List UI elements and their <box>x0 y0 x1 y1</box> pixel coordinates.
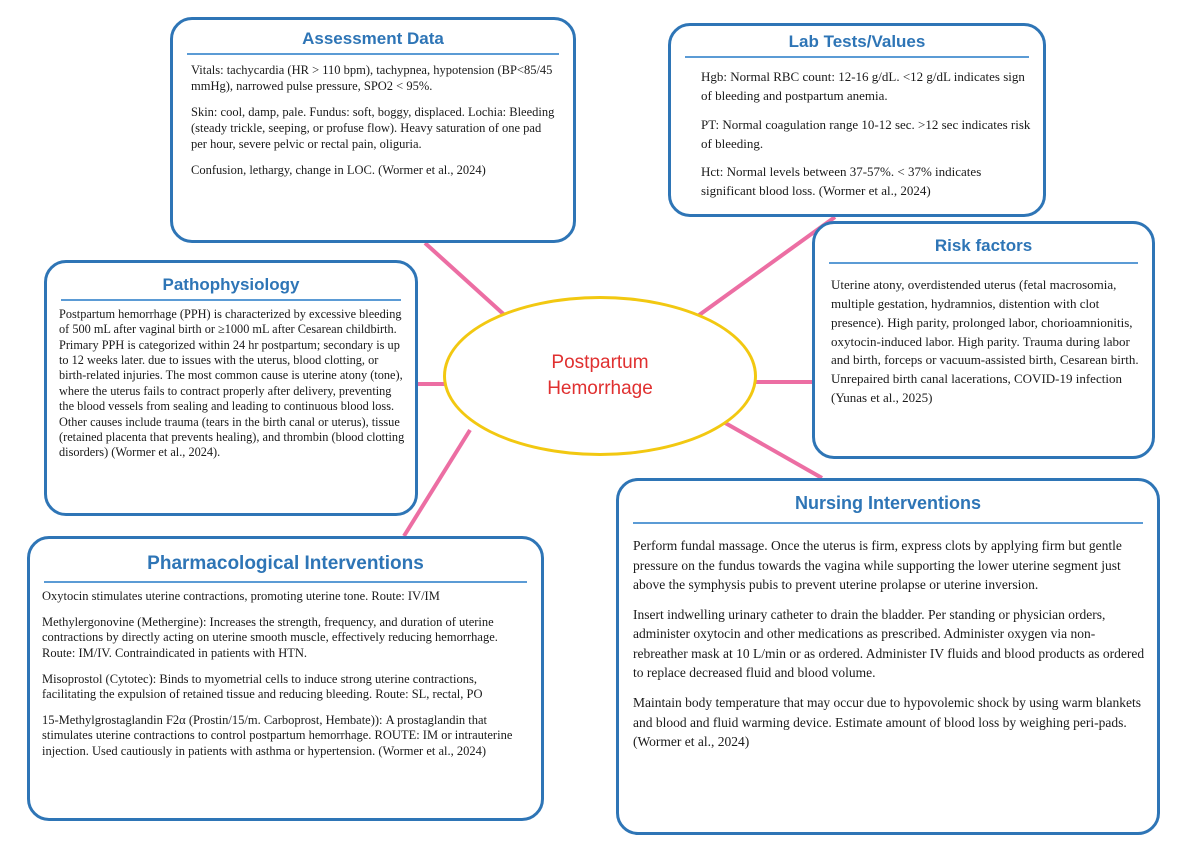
pharm-paragraph: Oxytocin stimulates uterine contractions, promoting uterine tone. Route: IV/IM <box>42 589 440 603</box>
patho-body <box>47 301 415 461</box>
risk-paragraph: Uterine atony, overdistended uterus (fetal macrosomia, multiple gestation, hydramnios, distention with clot presence). High parity, prolonged labor, chorioamnionitis, oxytocin-induced labor. High parity. Trauma during labor and birth, forceps or vacuum-assisted birth, Cesarean birth. Unrepaired birth canal lacerations, COVID-19 infection (Yunas et al., 2025) <box>831 277 1139 406</box>
labs-paragraph: Hct: Normal levels between 37-57%. < 37% indicates significant blood loss. (Wormer et al., 2024) <box>701 164 982 199</box>
assessment-paragraph: Skin: cool, damp, pale. Fundus: soft, boggy, displaced. Lochia: Bleeding (steady trickle, seeping, or profuse flow). Heavy saturation of one pad per hour, severe pelvic or rectal pain, oliguria. <box>191 105 555 151</box>
connector-assessment <box>425 243 510 320</box>
risk-body <box>815 264 1152 408</box>
labs-paragraph: PT: Normal coagulation range 10-12 sec. >12 sec indicates risk of bleeding. <box>701 116 1031 151</box>
labs-paragraph: Hgb: Normal RBC count: 12-16 g/dL. <12 g/dL indicates sign of bleeding and postpartum anemia. <box>701 69 1025 103</box>
central-topic-title: Postpartum Hemorrhage <box>547 352 653 399</box>
assessment-paragraph: Vitals: tachycardia (HR > 110 bpm), tachypnea, hypotension (BP<85/45 mmHg), narrowed pulse pressure, SPO2 < 95%. <box>191 63 553 93</box>
nursing-paragraph: Perform fundal massage. Once the uterus is firm, express clots by applying firm but gentle pressure on the fundus towards the vagina while supporting the lower uterine segment just above the symphysis pubis to prevent uterine prolapse or uterine inversion. <box>633 538 1122 593</box>
pharm-body <box>30 583 541 760</box>
labs-title: Lab Tests/Values <box>685 26 1029 58</box>
nursing-interventions-box <box>616 478 1160 835</box>
nursing-paragraph: Insert indwelling urinary catheter to drain the bladder. Per standing or physician orders, administer oxytocin and other medications as prescribed. Administer oxygen via non-rebreather mask at 10 L/min or as ordered. Administer IV fluids and blood products as ordered to replace decreased fluid and blood volume. <box>633 606 1145 681</box>
nursing-body <box>619 524 1157 752</box>
risk-title: Risk factors <box>829 224 1138 264</box>
pharmacological-interventions-box <box>27 536 544 821</box>
pharm-paragraph: Misoprostol (Cytotec): Binds to myometrial cells to induce strong uterine contractions, facilitating the expulsion of retained tissue and reducing bleeding. Route: SL, rectal, PO <box>42 671 483 702</box>
assessment-title: Assessment Data <box>187 20 559 55</box>
assessment-body <box>173 55 573 178</box>
risk-factors-box <box>812 221 1155 459</box>
nursing-paragraph: Maintain body temperature that may occur due to hypovolemic shock by using warm blankets and blood and fluid warming device. Estimate amount of blood loss by weighing peri-pads. (Wormer et al., 2024) <box>633 694 1141 750</box>
pathophysiology-box <box>44 260 418 516</box>
lab-tests-box <box>668 23 1046 217</box>
assessment-paragraph: Confusion, lethargy, change in LOC. (Wormer et al., 2024) <box>191 163 486 177</box>
patho-paragraph: Postpartum hemorrhage (PPH) is characterized by excessive bleeding of 500 mL after vaginal birth or ≥1000 mL after Cesarean childbirth. Primary PPH is categorized within 24 hr postpartum; secondary is up to 12 weeks later. due to issues with the uterus, blood clotting, or birth-related injuries. The most common cause is uterine atony (tone), where the uterus fails to contract properly after delivery, preventing the blood vessels from sealing and leading to continuous blood loss. Other causes include trauma (tears in the birth canal or uterus), tissue (retained placenta that prevents healing), and thrombin (blood clotting disorders) (Wormer et al., 2024). <box>59 307 405 460</box>
pharm-paragraph: Methylergonovine (Methergine): Increases the strength, frequency, and duration of uterine contractions by directly acting on uterine smooth muscle, effectively reducing hemorrhage. Route: IM/IV. Contraindicated in patients with HTN. <box>42 614 498 660</box>
nursing-title: Nursing Interventions <box>633 481 1143 524</box>
pharm-paragraph: 15-Methylgrostaglandin F2α (Prostin/15/m. Carboprost, Hembate)): A prostaglandin that stimulates uterine contractions to control postpartum hemorrhage. ROUTE: IM or intrauterine injection. Used cautiously in patients with asthma or hypertension. (Wormer et al., 2024) <box>42 712 513 758</box>
assessment-data-box <box>170 17 576 243</box>
pharm-title: Pharmacological Interventions <box>44 539 527 583</box>
patho-title: Pathophysiology <box>61 263 401 301</box>
labs-body <box>671 58 1043 201</box>
connector-nursing <box>720 420 822 478</box>
central-topic-ellipse <box>443 296 757 456</box>
